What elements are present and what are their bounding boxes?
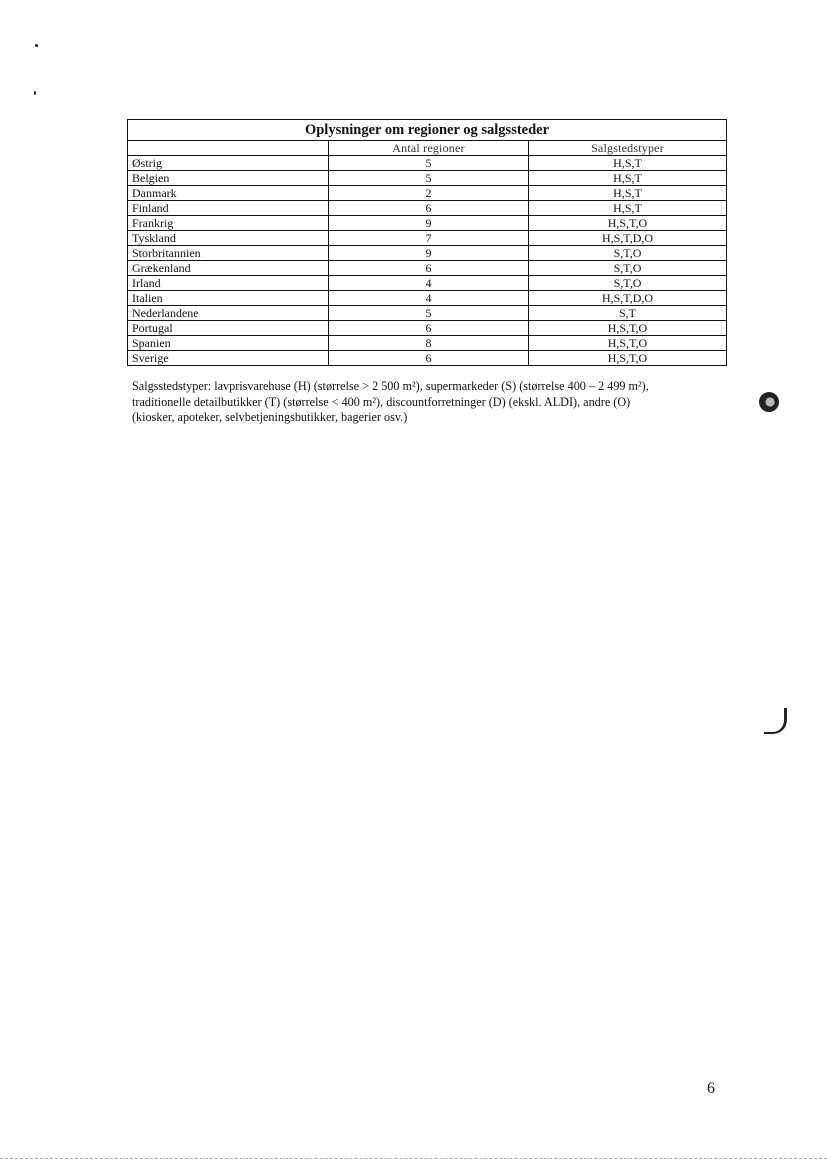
table-row [128, 336, 727, 351]
types-cell: H,S,T,D,O [529, 231, 727, 246]
regions-cell: 2 [329, 186, 529, 201]
scan-speck [35, 44, 38, 47]
punch-hole-mark [759, 392, 779, 412]
scan-speck [34, 91, 36, 95]
table-row [128, 216, 727, 231]
punch-hole-mark [764, 708, 787, 734]
scan-edge [0, 1158, 827, 1159]
regions-cell: 4 [329, 291, 529, 306]
footnote-line: (kiosker, apoteker, selvbetjeningsbutikker, bagerier osv.) [132, 410, 408, 424]
regions-cell: 6 [329, 351, 529, 366]
regions-cell: 7 [329, 231, 529, 246]
column-header-country [128, 141, 329, 156]
table-row [128, 276, 727, 291]
regions-table [127, 119, 727, 366]
info-table-container [127, 119, 727, 366]
footnote-line: traditionelle detailbutikker (T) (størrelse < 400 m²), discountforretninger (D) (ekskl. ALDI), andre (O) [132, 394, 631, 409]
country-cell: Sverige [128, 351, 329, 366]
table-header-row [128, 141, 727, 156]
table-row [128, 351, 727, 366]
types-cell: H,S,T [529, 171, 727, 186]
country-cell: Belgien [128, 171, 329, 186]
column-header-types: Salgstedstyper [529, 141, 727, 156]
types-cell: H,S,T,O [529, 321, 727, 336]
table-row [128, 291, 727, 306]
regions-cell: 9 [329, 246, 529, 261]
types-cell: H,S,T [529, 156, 727, 171]
table-row [128, 171, 727, 186]
country-cell: Spanien [128, 336, 329, 351]
country-cell: Østrig [128, 156, 329, 171]
regions-cell: 9 [329, 216, 529, 231]
footnote-line: Salgsstedstyper: lavprisvarehuse (H) (størrelse > 2 500 m²), supermarkeder (S) (størrelse 400 – 2 499 m²), [132, 379, 649, 393]
types-cell: H,S,T,O [529, 216, 727, 231]
types-cell: S,T,O [529, 276, 727, 291]
table-row [128, 156, 727, 171]
country-cell: Tyskland [128, 231, 329, 246]
table-row [128, 246, 727, 261]
table-row [128, 186, 727, 201]
country-cell: Finland [128, 201, 329, 216]
country-cell: Frankrig [128, 216, 329, 231]
regions-cell: 6 [329, 321, 529, 336]
country-cell: Nederlandene [128, 306, 329, 321]
country-cell: Irland [128, 276, 329, 291]
country-cell: Grækenland [128, 261, 329, 276]
table-title: Oplysninger om regioner og salgssteder [128, 120, 727, 141]
types-cell: H,S,T,O [529, 351, 727, 366]
regions-cell: 5 [329, 306, 529, 321]
table-row [128, 231, 727, 246]
regions-cell: 4 [329, 276, 529, 291]
types-cell: S,T,O [529, 246, 727, 261]
table-row [128, 261, 727, 276]
country-cell: Italien [128, 291, 329, 306]
country-cell: Portugal [128, 321, 329, 336]
regions-cell: 6 [329, 261, 529, 276]
types-cell: S,T [529, 306, 727, 321]
regions-cell: 5 [329, 171, 529, 186]
regions-cell: 5 [329, 156, 529, 171]
types-cell: H,S,T [529, 186, 727, 201]
types-cell: H,S,T [529, 201, 727, 216]
types-cell: H,S,T,D,O [529, 291, 727, 306]
table-row [128, 306, 727, 321]
types-cell: H,S,T,O [529, 336, 727, 351]
types-cell: S,T,O [529, 261, 727, 276]
table-row [128, 201, 727, 216]
regions-cell: 8 [329, 336, 529, 351]
page-number: 6 [707, 1080, 715, 1097]
column-header-regions: Antal regioner [329, 141, 529, 156]
country-cell: Danmark [128, 186, 329, 201]
table-row [128, 321, 727, 336]
footnote [132, 379, 732, 426]
country-cell: Storbritannien [128, 246, 329, 261]
regions-cell: 6 [329, 201, 529, 216]
